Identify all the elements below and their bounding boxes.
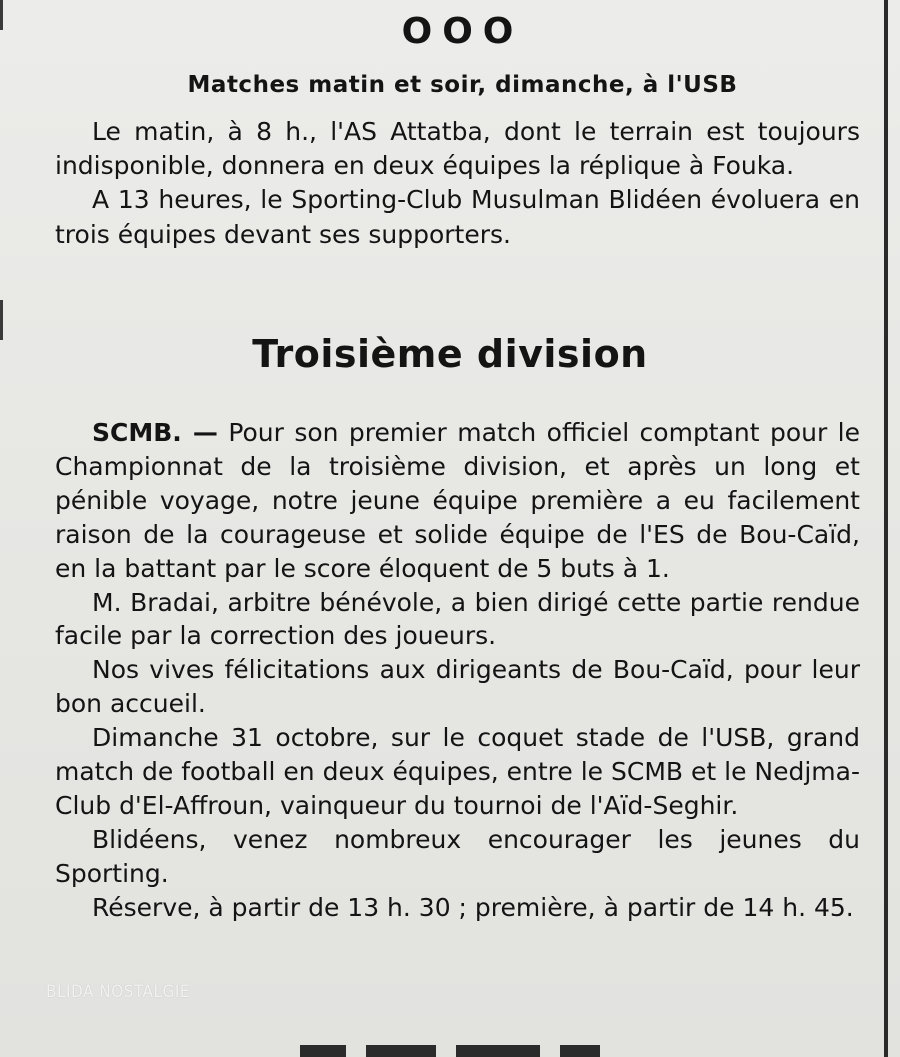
intro-article bbox=[55, 115, 860, 252]
cropped-glyph bbox=[560, 1045, 600, 1057]
cropped-next-heading bbox=[300, 1045, 630, 1057]
cropped-glyph bbox=[300, 1045, 346, 1057]
column-rule bbox=[884, 0, 888, 1057]
paragraph: A 13 heures, le Sporting-Club Musulman Blidéen évoluera en trois équipes devant ses supporters. bbox=[55, 185, 860, 249]
lead-paragraph bbox=[55, 416, 860, 586]
paragraph: Réserve, à partir de 13 h. 30 ; première, à partir de 14 h. 45. bbox=[92, 892, 854, 922]
watermark: BLIDA NOSTALGIE bbox=[46, 982, 191, 1002]
paragraph: Dimanche 31 octobre, sur le coquet stade de l'USB, grand match de football en deux équipes, entre le SCMB et le Nedjma-Club d'El-Affroun, vainqueur du tournoi de l'Aïd-Seghir. bbox=[55, 723, 860, 820]
paragraph: Blidéens, venez nombreux encourager les jeunes du Sporting. bbox=[55, 824, 860, 888]
lead-text: Pour son premier match officiel comptant pour le Championnat de la troisième division, et après un long et pénible voyage, notre jeune équipe première a eu facilement raison de la courageuse et solide équipe de l'ES de Bou-Caïd, en la battant par le score éloquent de 5 buts à 1. bbox=[55, 418, 860, 583]
cropped-glyph bbox=[456, 1045, 540, 1057]
cropped-glyph bbox=[366, 1045, 436, 1057]
section-title: Troisième division bbox=[252, 332, 648, 376]
left-margin-mark bbox=[0, 300, 3, 340]
subheading: Matches matin et soir, dimanche, à l'USB bbox=[187, 72, 738, 98]
section-separator: OOO bbox=[401, 11, 524, 52]
lead-label: SCMB. — bbox=[92, 418, 218, 447]
division-article bbox=[55, 416, 860, 925]
left-margin-mark bbox=[0, 0, 3, 30]
paragraph: Nos vives félicitations aux dirigeants de Bou-Caïd, pour leur bon accueil. bbox=[55, 655, 860, 719]
paragraph: M. Bradai, arbitre bénévole, a bien dirigé cette partie rendue facile par la correction des joueurs. bbox=[55, 587, 860, 651]
paragraph: Le matin, à 8 h., l'AS Attatba, dont le terrain est toujours indisponible, donnera en deux équipes la réplique à Fouka. bbox=[55, 117, 860, 181]
